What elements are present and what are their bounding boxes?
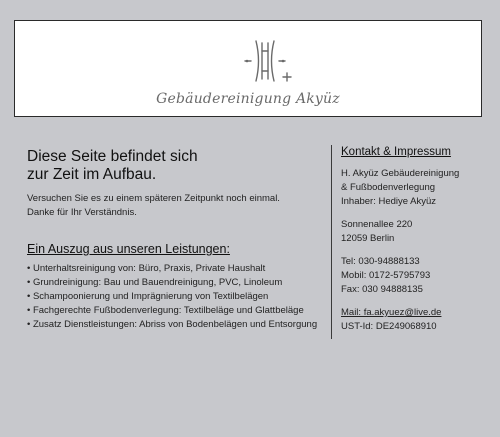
brand-name: Gebäudereinigung Akyüz: [156, 91, 340, 107]
headline-line-2: zur Zeit im Aufbau.: [27, 166, 157, 183]
maintenance-note: [27, 192, 327, 220]
services-title: Ein Auszug aus unseren Leistungen:: [27, 242, 230, 256]
owner-line: Inhaber: Hediye Akyüz: [341, 196, 437, 207]
services-list: [27, 262, 327, 332]
list-item: • Schampoonierung und Imprägnierung von Textilbelägen: [27, 290, 327, 304]
main-content: [27, 148, 327, 332]
contact-title: Kontakt & Impressum: [341, 146, 451, 158]
ust-line: UST-Id: DE249068910: [341, 321, 437, 332]
list-item: • Zusatz Dienstleistungen: Abriss von Bodenbelägen und Entsorgung: [27, 318, 327, 332]
list-item: • Unterhaltsreinigung von: Büro, Praxis, Private Haushalt: [27, 262, 327, 276]
phone-block: [341, 255, 491, 297]
page-headline: [27, 148, 327, 184]
fax-line: Fax: 030 94888135: [341, 284, 423, 295]
contact-panel: [341, 146, 491, 334]
mail-link[interactable]: Mail: fa.akyuez@live.de: [341, 307, 442, 318]
mobil-line: Mobil: 0172-5795793: [341, 270, 431, 281]
street-line: Sonnenallee 220: [341, 219, 413, 230]
list-item: • Fachgerechte Fußbodenverlegung: Textilbeläge und Glattbeläge: [27, 304, 327, 318]
company-line-2: & Fußbodenverlegung: [341, 182, 436, 193]
headline-line-1: Diese Seite befindet sich: [27, 148, 198, 165]
column-divider: [331, 145, 332, 339]
company-line-1: H. Akyüz Gebäudereinigung: [341, 168, 460, 179]
city-line: 12059 Berlin: [341, 233, 395, 244]
maintenance-note-line-2: Danke für Ihr Verständnis.: [27, 207, 137, 218]
brand-logo-icon: [235, 35, 295, 87]
header-box: [14, 20, 482, 117]
mail-block: [341, 306, 491, 334]
tel-line: Tel: 030-94888133: [341, 256, 420, 267]
maintenance-note-line-1: Versuchen Sie es zu einem späteren Zeitpunkt noch einmal.: [27, 193, 280, 204]
address-block: [341, 218, 491, 246]
list-item: • Grundreinigung: Bau und Bauendreinigung, PVC, Linoleum: [27, 276, 327, 290]
company-block: [341, 167, 491, 209]
